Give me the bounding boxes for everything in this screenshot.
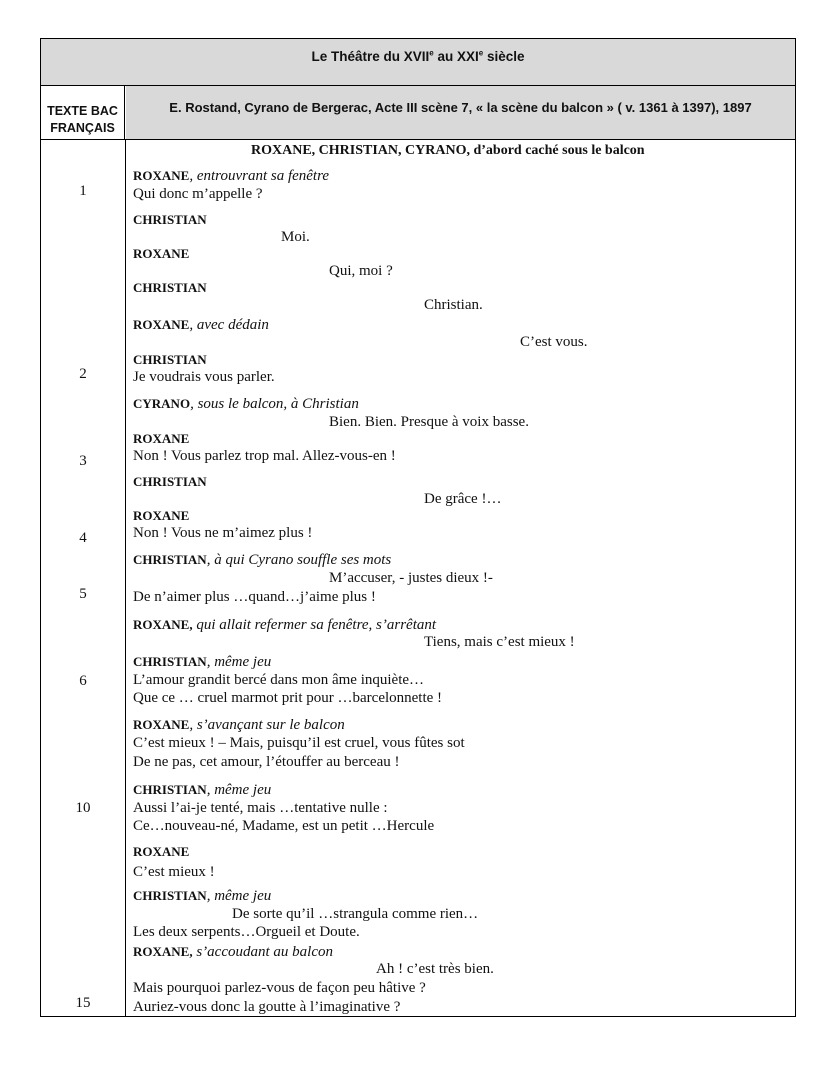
verse-line: C’est mieux ! – Mais, puisqu’il est cruel, vous fûtes sot xyxy=(133,735,465,751)
stage-direction: , même jeu xyxy=(206,782,272,798)
speaker-name: CHRISTIAN xyxy=(133,552,207,567)
speaker-name: ROXANE xyxy=(133,317,190,332)
verse-line: M’accuser, - justes dieux !- xyxy=(329,570,493,586)
title-superscript: e xyxy=(429,48,434,58)
speaker-name: CHRISTIAN xyxy=(133,352,207,367)
cast-stage: d’abord caché sous le balcon xyxy=(469,143,645,158)
title-text: au XXI xyxy=(433,49,479,64)
title-text: Le Théâtre du XVII xyxy=(311,49,430,64)
line-number: 4 xyxy=(79,530,87,546)
speaker-name: CHRISTIAN xyxy=(133,212,207,227)
stage-direction: , sous le balcon, à Christian xyxy=(190,396,359,412)
line-number: 6 xyxy=(79,673,87,689)
verse-line: C’est vous. xyxy=(520,334,588,350)
title-superscript: e xyxy=(478,48,484,58)
line-number: 10 xyxy=(75,800,91,816)
speaker-name: ROXANE xyxy=(133,508,190,523)
speaker-name: CYRANO xyxy=(133,396,191,411)
speaker-name: ROXANE xyxy=(133,168,190,183)
verse-line: L’amour grandit bercé dans mon âme inquiète… xyxy=(133,672,425,688)
line-number: 3 xyxy=(79,453,87,469)
text-label-cell xyxy=(41,86,125,139)
speaker-line xyxy=(133,943,333,961)
verse-line: Christian. xyxy=(424,297,483,313)
speaker-line xyxy=(133,716,345,734)
verse-line: Qui, moi ? xyxy=(329,263,393,279)
line-number: 1 xyxy=(79,183,87,199)
speaker-name: ROXANE xyxy=(133,431,190,446)
verse-line: Auriez-vous donc la goutte à l’imaginative ? xyxy=(133,999,401,1015)
verse-line: De n’aimer plus …quand…j’aime plus ! xyxy=(133,589,376,605)
speaker-name: ROXANE xyxy=(133,246,190,261)
stage-direction: , même jeu xyxy=(206,888,272,904)
speaker-line xyxy=(133,616,436,634)
column-divider xyxy=(125,140,126,1017)
verse-line: Je voudrais vous parler. xyxy=(133,369,275,385)
verse-line: Bien. Bien. Presque à voix basse. xyxy=(329,414,529,430)
speaker-name: ROXANE, xyxy=(133,944,193,959)
speaker-name: ROXANE xyxy=(133,844,190,859)
verse-line: Que ce … cruel marmot prit pour …barcelonnette ! xyxy=(133,690,443,706)
stage-direction: s’accoudant au balcon xyxy=(192,944,333,960)
verse-line: Aussi l’ai-je tenté, mais …tentative nulle : xyxy=(133,800,388,816)
verse-line: Non ! Vous parlez trop mal. Allez-vous-en ! xyxy=(133,448,396,464)
text-label-line: TEXTE BAC xyxy=(47,104,118,118)
speaker-line xyxy=(133,167,329,185)
document-table xyxy=(40,38,796,1017)
stage-direction: qui allait refermer sa fenêtre, s’arrêtant xyxy=(192,617,437,633)
cast-names: ROXANE, CHRISTIAN, CYRANO, xyxy=(251,143,470,158)
line-number: 2 xyxy=(79,366,87,382)
cast-line xyxy=(251,141,645,159)
verse-line: De ne pas, cet amour, l’étouffer au berceau ! xyxy=(133,754,400,770)
verse-line: Mais pourquoi parlez-vous de façon peu hâtive ? xyxy=(133,980,426,996)
verse-line: C’est mieux ! xyxy=(133,864,215,880)
verse-line: Tiens, mais c’est mieux ! xyxy=(424,634,575,650)
stage-direction: , même jeu xyxy=(206,654,272,670)
text-label-line: FRANÇAIS xyxy=(50,121,115,135)
speaker-line xyxy=(133,316,269,334)
verse-line: Qui donc m’appelle ? xyxy=(133,186,263,202)
speaker-name: ROXANE xyxy=(133,717,190,732)
verse-line: De grâce !… xyxy=(424,491,502,507)
page-title xyxy=(41,39,795,86)
speaker-name: CHRISTIAN xyxy=(133,888,207,903)
verse-line: Les deux serpents…Orgueil et Doute. xyxy=(133,924,360,940)
title-text: siècle xyxy=(483,49,525,64)
stage-direction: , entrouvrant sa fenêtre xyxy=(189,168,330,184)
speaker-name: CHRISTIAN xyxy=(133,782,207,797)
speaker-line xyxy=(133,653,271,671)
stage-direction: , s’avançant sur le balcon xyxy=(189,717,345,733)
line-number: 15 xyxy=(75,995,91,1011)
speaker-line xyxy=(133,395,359,413)
speaker-name: CHRISTIAN xyxy=(133,280,207,295)
verse-line: Non ! Vous ne m’aimez plus ! xyxy=(133,525,313,541)
header-row xyxy=(41,86,795,140)
speaker-name: CHRISTIAN xyxy=(133,654,207,669)
stage-direction: , à qui Cyrano souffle ses mots xyxy=(206,552,392,568)
speaker-name: ROXANE, xyxy=(133,617,193,632)
line-number: 5 xyxy=(79,586,87,602)
verse-line: De sorte qu’il …strangula comme rien… xyxy=(232,906,479,922)
verse-line: Ah ! c’est très bien. xyxy=(376,961,494,977)
speaker-line xyxy=(133,781,271,799)
verse-line: Moi. xyxy=(281,229,310,245)
verse-line: Ce…nouveau-né, Madame, est un petit …Hercule xyxy=(133,818,435,834)
source-cell: E. Rostand, Cyrano de Bergerac, Acte III scène 7, « la scène du balcon » ( v. 1361 à 1397), 1897 xyxy=(126,86,795,139)
speaker-name: CHRISTIAN xyxy=(133,474,207,489)
speaker-line xyxy=(133,551,391,569)
stage-direction: , avec dédain xyxy=(189,317,269,333)
speaker-line xyxy=(133,887,271,905)
